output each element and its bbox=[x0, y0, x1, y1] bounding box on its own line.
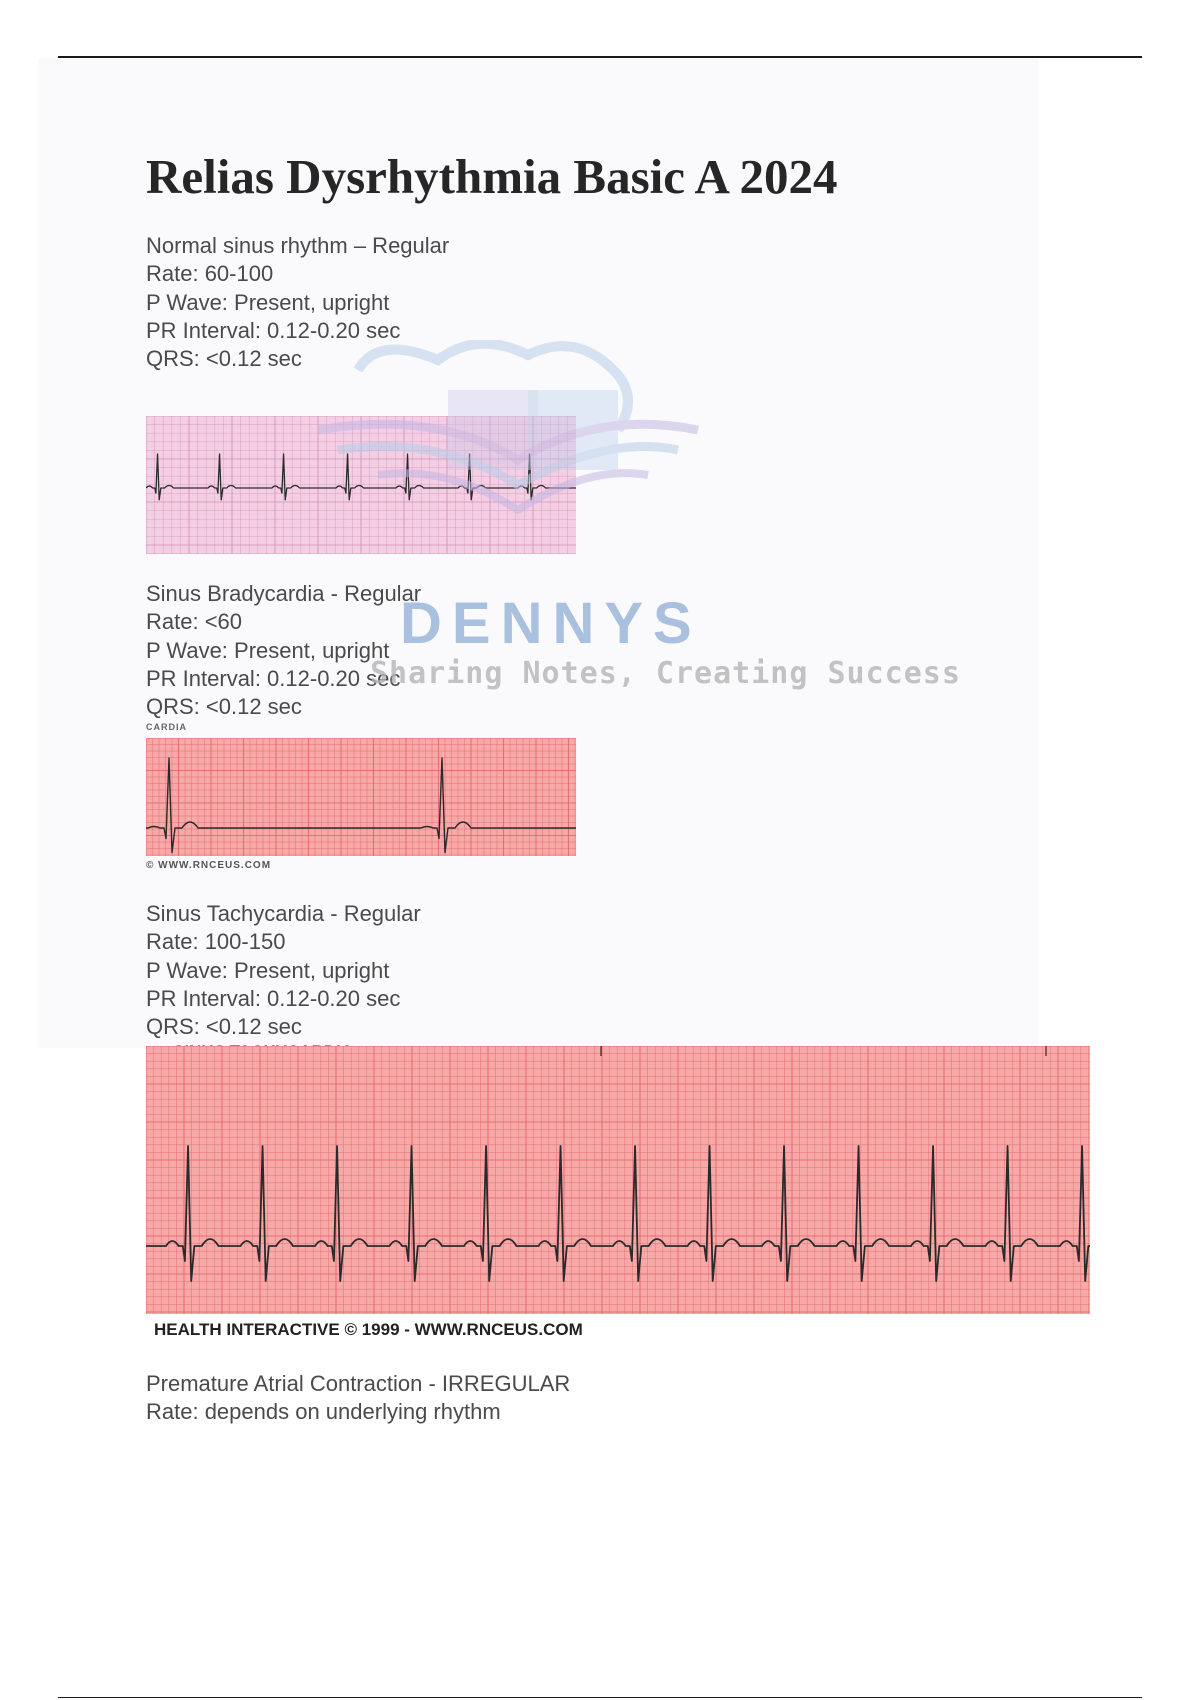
watermark-brand: DENNYS bbox=[400, 591, 702, 656]
brady-strip-top-label: CARDIA bbox=[146, 722, 187, 732]
document-title: Relias Dysrhythmia Basic A 2024 bbox=[146, 149, 838, 204]
tachy-ecg-strip bbox=[146, 1046, 1090, 1314]
nsr-ecg-strip bbox=[146, 416, 576, 554]
brady-criteria bbox=[146, 580, 421, 721]
brady-ecg-strip bbox=[146, 738, 576, 856]
bottom-rule bbox=[58, 1697, 1142, 1698]
tachy-strip-caption: HEALTH INTERACTIVE © 1999 - WWW.RNCEUS.COM bbox=[154, 1320, 583, 1339]
tachy-p-wave: P Wave: Present, upright bbox=[146, 957, 390, 983]
brady-rate: Rate: <60 bbox=[146, 609, 243, 635]
tachy-qrs: QRS: <0.12 sec bbox=[146, 1014, 302, 1040]
nsr-p-wave: P Wave: Present, upright bbox=[146, 289, 390, 315]
tachy-criteria bbox=[146, 900, 421, 1041]
nsr-rate: Rate: 60-100 bbox=[146, 261, 274, 287]
brady-strip-caption: © WWW.RNCEUS.COM bbox=[146, 860, 272, 871]
tachy-pr-interval: PR Interval: 0.12-0.20 sec bbox=[146, 985, 401, 1011]
nsr-heading: Normal sinus rhythm – Regular bbox=[146, 233, 450, 258]
nsr-qrs: QRS: <0.12 sec bbox=[146, 346, 302, 372]
brady-qrs: QRS: <0.12 sec bbox=[146, 694, 302, 720]
pac-rate: Rate: depends on underlying rhythm bbox=[146, 1399, 501, 1425]
brady-heading: Sinus Bradycardia - Regular bbox=[146, 581, 422, 606]
brady-pr-interval: PR Interval: 0.12-0.20 sec bbox=[146, 665, 401, 691]
tachy-rate: Rate: 100-150 bbox=[146, 929, 286, 955]
pac-criteria bbox=[146, 1370, 570, 1427]
watermark-tagline: Sharing Notes, Creating Success bbox=[370, 656, 961, 691]
tachy-heading: Sinus Tachycardia - Regular bbox=[146, 901, 421, 926]
nsr-criteria bbox=[146, 232, 449, 373]
pac-heading: Premature Atrial Contraction - IRREGULAR bbox=[146, 1371, 571, 1396]
brady-p-wave: P Wave: Present, upright bbox=[146, 637, 390, 663]
top-rule bbox=[58, 56, 1142, 58]
nsr-pr-interval: PR Interval: 0.12-0.20 sec bbox=[146, 317, 401, 343]
